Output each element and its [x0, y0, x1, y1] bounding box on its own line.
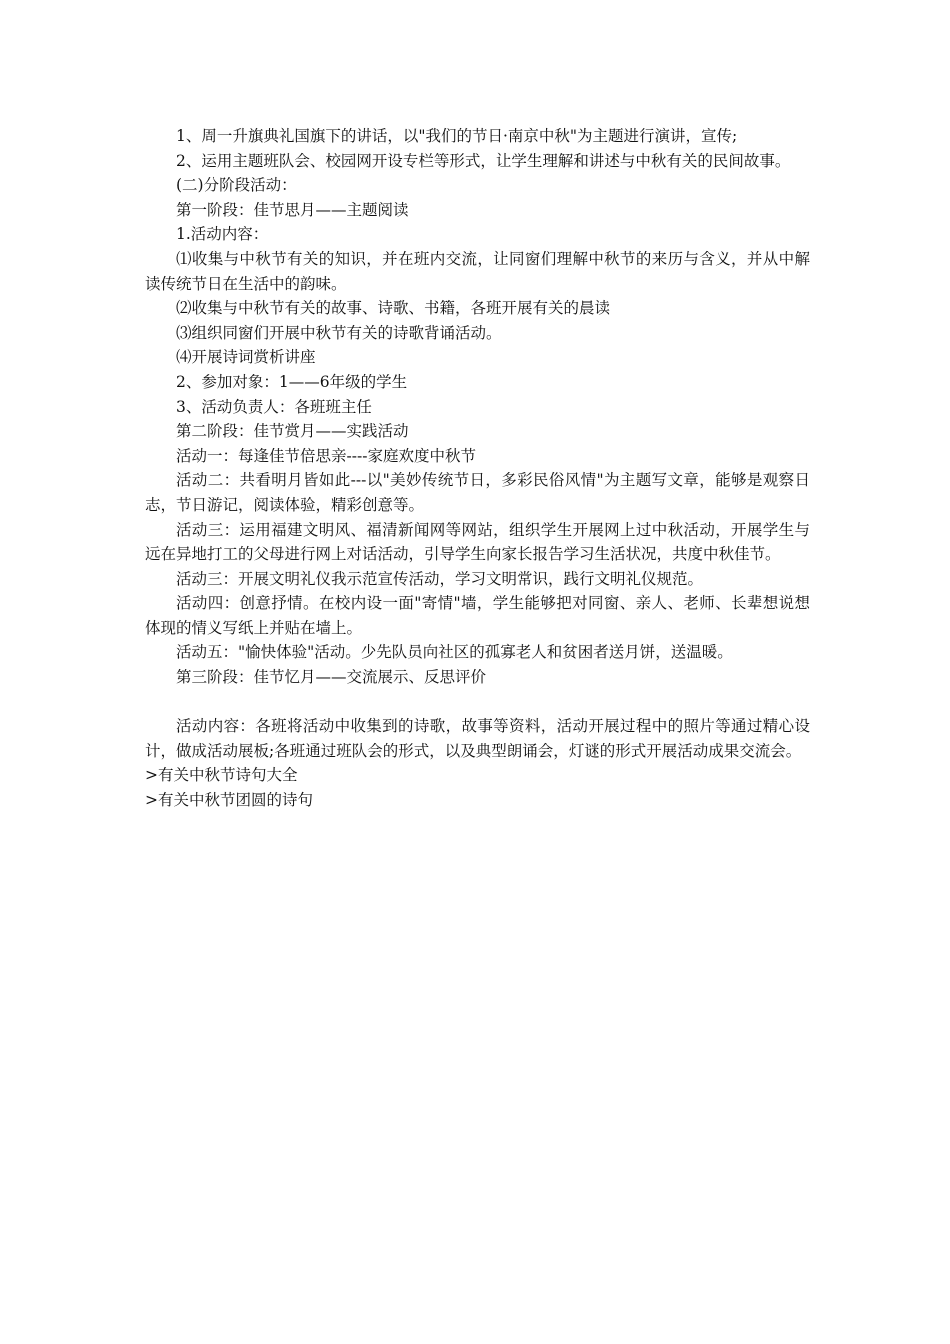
paragraph-item-1: ⑴收集与中秋节有关的知识，并在班内交流，让同窗们理解中秋节的来历与含义，并从中解读传统节日在生活中的韵味。: [145, 249, 810, 293]
paragraph-activity-content: 1.活动内容：: [176, 225, 269, 244]
link-reunion-poems[interactable]: >有关中秋节团圆的诗句: [145, 791, 313, 810]
paragraph-responsible: 3、活动负责人：各班班主任: [176, 397, 372, 416]
paragraph-activity-3a: 活动三：运用福建文明风、福清新闻网等网站，组织学生开展网上过中秋活动，开展学生与远在异地打工的父母进行网上对话活动，引导学生向家长报告学习生活状况，共度中秋佳节。: [145, 520, 810, 564]
paragraph-item-2: ⑵收集与中秋节有关的故事、诗歌、书籍，各班开展有关的晨读: [176, 299, 611, 318]
paragraph-phase-two: 第二阶段：佳节赏月——实践活动: [176, 422, 409, 441]
paragraph-activity-4: 活动四：创意抒情。在校内设一面"寄情"墙，学生能够把对同窗、亲人、老师、长辈想说想体现的情义写纸上并贴在墙上。: [145, 594, 810, 637]
paragraph-item-3: ⑶组织同窗们开展中秋节有关的诗歌背诵活动。: [176, 323, 502, 342]
paragraph-activity-3b: 活动三：开展文明礼仪我示范宣传活动，学习文明常识，践行文明礼仪规范。: [176, 569, 704, 588]
paragraph-item-4: ⑷开展诗词赏析讲座: [176, 348, 316, 367]
paragraph-speech: 1、周一升旗典礼国旗下的讲话，以"我们的节日·南京中秋"为主题进行演讲，宣传;: [176, 127, 738, 145]
document-body: [145, 124, 810, 813]
paragraph-phase-one: 第一阶段：佳节思月——主题阅读: [176, 200, 409, 219]
paragraph-phase-activities: (二)分阶段活动：: [176, 176, 297, 195]
blank-line: [145, 690, 810, 715]
paragraph-phase-three: 第三阶段：佳节忆月——交流展示、反思评价: [176, 668, 487, 687]
paragraph-participants: 2、参加对象：1——6年级的学生: [176, 372, 408, 391]
paragraph-activity-5: 活动五："愉快体验"活动。少先队员向社区的孤寡老人和贫困者送月饼，送温暖。: [176, 643, 733, 662]
paragraph-activity-2: 活动二：共看明月皆如此---以"美妙传统节日，多彩民俗风情"为主题写文章，能够是观察日志，节日游记，阅读体验，精彩创意等。: [145, 471, 810, 514]
paragraph-closing: 活动内容：各班将活动中收集到的诗歌，故事等资料，活动开展过程中的照片等通过精心设计，做成活动展板;各班通过班队会的形式，以及典型朗诵会，灯谜的形式开展活动成果交流会。: [145, 717, 810, 760]
link-mid-autumn-poems[interactable]: >有关中秋节诗句大全: [145, 766, 298, 785]
paragraph-class-meeting: 2、运用主题班队会、校园网开设专栏等形式，让学生理解和讲述与中秋有关的民间故事。: [176, 151, 791, 170]
paragraph-activity-1: 活动一：每逢佳节倍思亲----家庭欢度中秋节: [176, 446, 476, 465]
